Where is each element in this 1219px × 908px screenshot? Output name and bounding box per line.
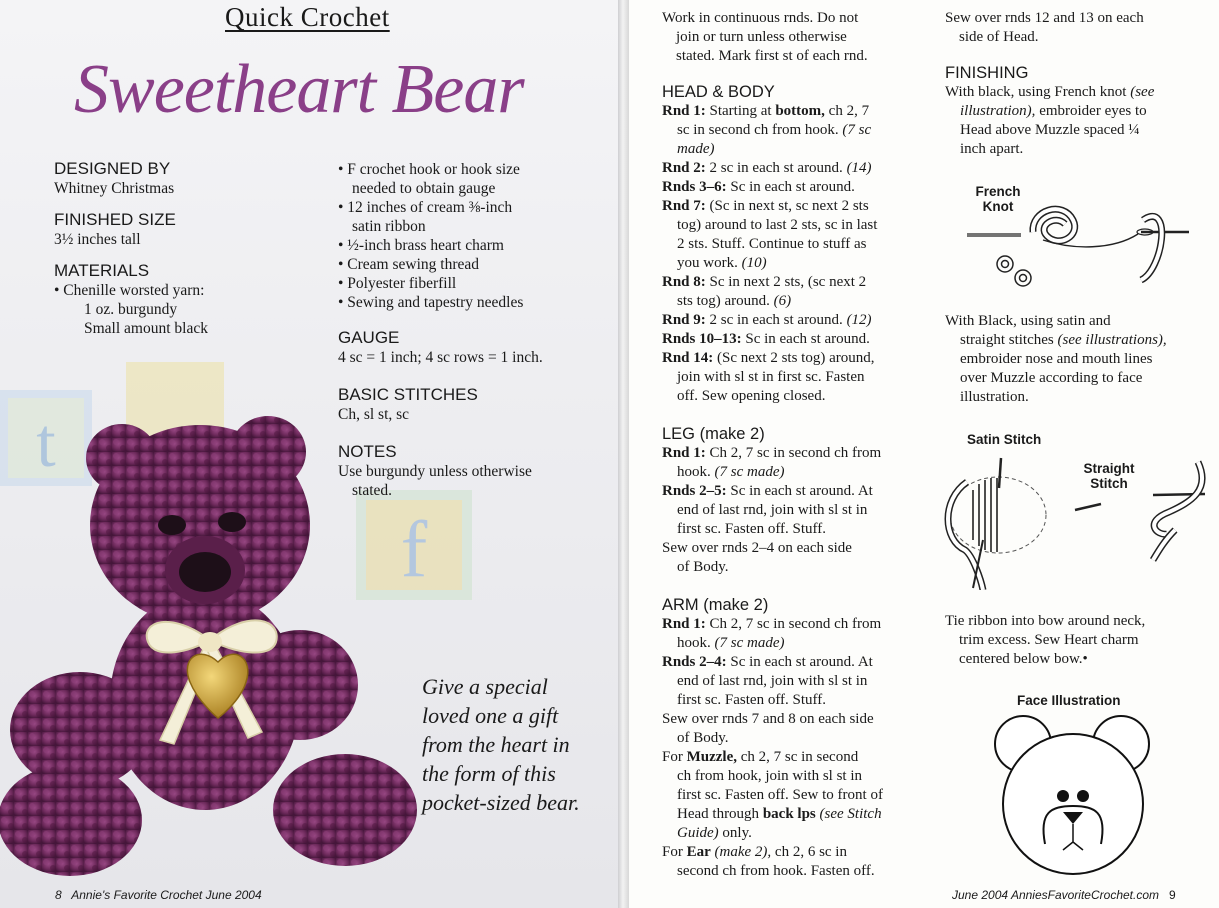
instruction-line: For Ear (make 2), ch 2, 6 sc in — [662, 844, 847, 860]
page-number: 8 — [55, 888, 62, 902]
material-item: • Sewing and tapestry needles — [338, 294, 524, 311]
instruction-line: of Body. — [677, 730, 729, 746]
instruction-line: first sc. Fasten off. Stuff. — [677, 521, 827, 537]
col2-line: side of Head. — [959, 29, 1039, 45]
instructions-column-2 — [945, 9, 1215, 159]
leg-heading: LEG (make 2) — [662, 425, 765, 443]
material-item: • Chenille worsted yarn: — [54, 282, 205, 299]
material-item: • 12 inches of cream ⅜-inch — [338, 199, 513, 216]
designed-by-heading: DESIGNED BY — [54, 159, 171, 178]
right-info-column — [338, 160, 598, 500]
material-item: Small amount black — [84, 320, 208, 337]
alphabet-block-t — [0, 390, 92, 486]
instruction-line: Rnds 10–13: Sc in each st around. — [662, 331, 870, 347]
instruction-line: Rnd 8: Sc in next 2 sts, (sc next 2 — [662, 274, 867, 290]
ribbon-line: centered below bow.• — [959, 651, 1088, 667]
notes-text: stated. — [352, 482, 393, 499]
instruction-line: Sew over rnds 2–4 on each side — [662, 540, 852, 556]
intro-line: Work in continuous rnds. Do not — [662, 10, 859, 26]
instruction-line: over Muzzle according to face — [960, 370, 1143, 386]
leg-lines — [662, 444, 952, 577]
instruction-line: Head above Muzzle spaced ¼ — [960, 122, 1140, 138]
instruction-line: sc in second ch from hook. (7 sc — [677, 122, 872, 138]
material-item: needed to obtain gauge — [352, 180, 496, 197]
instruction-line: off. Sew opening closed. — [677, 388, 826, 404]
alphabet-block-f — [356, 490, 472, 600]
instruction-line: inch apart. — [960, 141, 1024, 157]
caption-line: Give a special — [422, 674, 548, 699]
instruction-line: 2 sts. Stuff. Continue to stuff as — [677, 236, 867, 252]
instruction-line: Rnds 3–6: Sc in each st around. — [662, 179, 855, 195]
face-illustration-label: Face Illustration — [1017, 693, 1121, 708]
designer-name: Whitney Christmas — [54, 180, 175, 197]
ribbon-line: trim excess. Sew Heart charm — [959, 632, 1139, 648]
instruction-line: Rnds 2–5: Sc in each st around. At — [662, 483, 873, 499]
caption-line: the form of this — [422, 761, 556, 786]
instruction-line: second ch from hook. Fasten off. — [677, 863, 875, 879]
basic-stitches-text: Ch, sl st, sc — [338, 406, 410, 423]
col2-line: Sew over rnds 12 and 13 on each — [945, 10, 1144, 26]
satin-stitch-label: Satin Stitch — [967, 432, 1042, 447]
block-letter-f: f — [400, 506, 428, 594]
satin-stitch-illustration — [943, 440, 1213, 590]
material-item: • Polyester fiberfill — [338, 275, 457, 292]
page-number: 9 — [1169, 888, 1176, 902]
section-kicker: Quick Crochet — [225, 2, 390, 32]
finished-size-text: 3½ inches tall — [54, 231, 141, 248]
instruction-line: end of last rnd, join with sl st in — [677, 502, 868, 518]
caption-line: pocket-sized bear. — [422, 790, 580, 815]
instruction-line: For Muzzle, ch 2, 7 sc in second — [662, 749, 859, 765]
instruction-line: Rnd 9: 2 sc in each st around. (12) — [662, 312, 872, 328]
instruction-line: With Black, using satin and — [945, 313, 1111, 329]
instruction-line: ch from hook, join with sl st in — [677, 768, 862, 784]
instruction-line: Head through back lps (see Stitch — [677, 806, 882, 822]
head-body-lines — [662, 102, 952, 406]
page-gutter — [618, 0, 629, 908]
french-knot-label: French Knot — [975, 184, 1021, 214]
straight-stitch-label: Straight Stitch — [1083, 461, 1135, 491]
instruction-line: sts tog) around. (6) — [677, 293, 792, 309]
instruction-line: Rnd 14: (Sc next 2 sts tog) around, — [662, 350, 875, 366]
material-item: 1 oz. burgundy — [84, 301, 178, 318]
left-footer — [55, 888, 262, 902]
instruction-line: of Body. — [677, 559, 729, 575]
finished-size-heading: FINISHED SIZE — [54, 210, 176, 229]
left-info-column — [54, 159, 314, 338]
finishing-heading: FINISHING — [945, 64, 1029, 82]
notes-text: Use burgundy unless otherwise — [338, 463, 532, 480]
face-illustration — [991, 712, 1157, 880]
right-footer — [952, 888, 1176, 902]
instruction-line: embroider nose and mouth lines — [960, 351, 1153, 367]
gauge-text: 4 sc = 1 inch; 4 sc rows = 1 inch. — [338, 349, 543, 366]
instruction-line: Rnd 2: 2 sc in each st around. (14) — [662, 160, 872, 176]
material-item: • ½-inch brass heart charm — [338, 237, 504, 254]
instruction-line: first sc. Fasten off. Stuff. — [677, 692, 827, 708]
instruction-line: Rnd 1: Ch 2, 7 sc in second ch from — [662, 445, 882, 461]
instructions-column-1 — [662, 9, 952, 881]
instruction-line: Rnd 1: Ch 2, 7 sc in second ch from — [662, 616, 882, 632]
magazine-issue: Annie's Favorite Crochet June 2004 — [71, 888, 262, 902]
instruction-line: Rnd 7: (Sc in next st, sc next 2 sts — [662, 198, 869, 214]
instruction-line: With black, using French knot (see — [945, 84, 1155, 100]
block-letter-t: t — [36, 405, 56, 482]
instruction-line: Guide) only. — [677, 825, 752, 841]
instruction-line: hook. (7 sc made) — [677, 635, 785, 651]
caption-line: from the heart in — [422, 732, 570, 757]
notes-heading: NOTES — [338, 442, 397, 461]
ribbon-paragraph — [945, 612, 1215, 669]
material-item: satin ribbon — [352, 218, 426, 235]
instruction-line: hook. (7 sc made) — [677, 464, 785, 480]
head-body-heading: HEAD & BODY — [662, 83, 775, 101]
ribbon-line: Tie ribbon into bow around neck, — [945, 613, 1146, 629]
caption-line: loved one a gift — [422, 703, 559, 728]
french-knot-illustration — [963, 180, 1193, 290]
arm-lines — [662, 615, 952, 881]
arm-heading: ARM (make 2) — [662, 596, 769, 614]
materials-heading: MATERIALS — [54, 261, 150, 280]
right-page — [629, 0, 1219, 908]
basic-stitches-heading: BASIC STITCHES — [338, 385, 478, 404]
gauge-heading: GAUGE — [338, 328, 400, 347]
instruction-line: Rnd 1: Starting at bottom, ch 2, 7 — [662, 103, 870, 119]
instruction-line: tog) around to last 2 sts, sc in last — [677, 217, 878, 233]
instruction-line: illustration), embroider eyes to — [960, 103, 1147, 119]
material-item: • Cream sewing thread — [338, 256, 480, 273]
instruction-line: made) — [677, 141, 715, 157]
photo-caption — [422, 672, 612, 817]
instruction-line: join with sl st in first sc. Fasten — [677, 369, 865, 385]
instruction-line: first sc. Fasten off. Sew to front of — [677, 787, 883, 803]
pattern-title: Sweetheart Bear — [74, 51, 524, 128]
satin-paragraph — [945, 312, 1215, 407]
instruction-line: end of last rnd, join with sl st in — [677, 673, 868, 689]
instruction-line: Sew over rnds 7 and 8 on each side — [662, 711, 874, 727]
material-item: • F crochet hook or hook size — [338, 161, 520, 178]
intro-line: stated. Mark first st of each rnd. — [676, 48, 868, 64]
instruction-line: you work. (10) — [677, 255, 767, 271]
site-and-issue: June 2004 AnniesFavoriteCrochet.com — [952, 888, 1159, 902]
intro-line: join or turn unless otherwise — [676, 29, 847, 45]
instruction-line: Rnds 2–4: Sc in each st around. At — [662, 654, 873, 670]
finishing-lines — [945, 83, 1215, 159]
instruction-line: straight stitches (see illustrations), — [960, 332, 1167, 348]
instruction-line: illustration. — [960, 389, 1029, 405]
